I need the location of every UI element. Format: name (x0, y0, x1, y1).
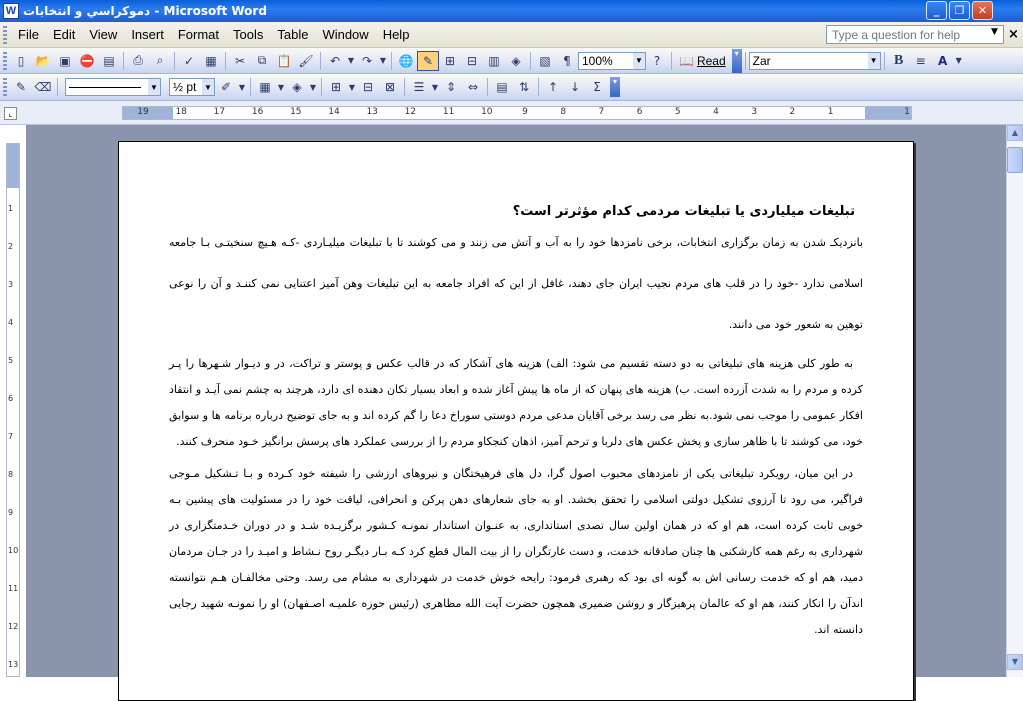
vertical-ruler-number: 12 (8, 622, 19, 631)
zoom-value: 100% (582, 53, 613, 68)
font-dropdown-icon[interactable]: ▼ (868, 53, 880, 69)
close-button[interactable]: ✕ (972, 1, 993, 20)
insert-table-grid-icon[interactable]: ⊞ (330, 80, 342, 94)
toolbar-grip-handle[interactable] (3, 78, 7, 96)
paste-icon[interactable]: 📋 (276, 53, 292, 68)
document-area[interactable] (26, 125, 1006, 677)
document-heading: تبلیغات میلیاردی یا تبلیغات مردمی کدام مؤثرتر است؟ (512, 204, 855, 219)
vertical-ruler-number: 3 (8, 280, 14, 289)
separator (404, 78, 405, 96)
new-document-icon[interactable]: ▯ (17, 53, 25, 68)
open-folder-icon[interactable]: 📂 (35, 53, 51, 68)
paragraph-3: در این میان، رویکرد تبلیغاتی یکی از نامزدهای محبوب اصول گرا، دل های فرهیختگان و نیروهای ارزشی را شیفته خود کـرده و بـا تـشکیل مـوجی فراگیر، می رود تا آرزوی تشکیل دولتی اسلامی را تحقق بخشد. او به جای شعارهای دهن پرکن و انحرافی، لیاقت خود را در مسئولیت های پیشین بـه خوبی ثابت کرده است، هم او که در همان اولین سال تصدی استانداری، به عنـوان استاندار نمونـه کـشور برگزیـده شـد و در دوران خـدمتگزاری در شهرداری به رغم همه کارشکنی ها چنان صادقانه خدمت، و دست غارتگران را از بیت المال قطع کرد کـه بـار دیگـر روح نـشاط و امیـد را در جـان مردمان دمید، هم او که خدمت رسانی اش به گونه ای بود که رهبری فرمود: رایحه خوش خدمت در شهرداری به مشام می رسد. وحتی مخالفـان هـم نتوانسته اندآن را انکار کنند، هم او که عالمان پرهیزگار و روشن ضمیری همچون حضرت آیت الله مظاهری (رئیس حوزه علمیـه اصـفهان) او را نمونـه شهید رجایی دانسته اند. (169, 467, 863, 636)
bold-button[interactable]: B (893, 52, 904, 68)
separator (391, 52, 392, 70)
line-weight-combo[interactable] (169, 78, 215, 96)
menu-window[interactable]: Window (322, 27, 369, 42)
document-content[interactable] (169, 202, 863, 643)
redo-icon[interactable]: ↷ (361, 53, 373, 68)
window-title: دموکراسي و انتخابات - Microsoft Word (23, 4, 267, 18)
read-button[interactable] (675, 54, 730, 68)
scroll-down-icon[interactable]: ▼ (1007, 654, 1023, 670)
copy-icon[interactable]: ⧉ (257, 53, 267, 67)
separator (174, 52, 175, 70)
line-style-combo[interactable] (65, 78, 161, 96)
toolbar-options-icon[interactable]: ▾ (732, 49, 742, 73)
ruler-number: 12 (404, 107, 417, 117)
separator (884, 52, 885, 70)
align-cell-icon[interactable]: ☰ (413, 80, 425, 94)
ruler-number: 19 (137, 107, 149, 117)
ruler-number: 1 (827, 107, 834, 117)
sort-descending-icon[interactable]: ↓ (569, 80, 581, 94)
separator (225, 52, 226, 70)
paragraph-1: بانزدیکـ شدن به زمان برگزاری انتخابات، برخی نامزدها خود را به آب و آتش می زنند و می کوشند تا با تبلیغات میلیـاردی -کـه هـیچ سنخیتـی بـا جامعه اسلامی ندارد -خود را در قلب های مردم نجیب ایران جای دهند، غافل از این که افراد جامعه به این تبلیغات وهن آمیز اعتنایی نمی کننـد و آن را نوعی توهین به شعور خود می دانند. (169, 236, 863, 331)
word-app-icon[interactable]: W (3, 3, 19, 19)
menu-edit[interactable]: Edit (52, 27, 76, 42)
line-weight-dropdown-icon[interactable]: ▼ (202, 79, 214, 95)
columns-icon[interactable]: ▥ (488, 53, 500, 68)
border-color-icon[interactable]: ✐ (220, 80, 232, 94)
ruler-number: 16 (251, 107, 264, 117)
insert-table-icon[interactable]: ⊞ (444, 53, 456, 68)
insert-excel-icon[interactable]: ⊟ (466, 53, 478, 68)
save-icon[interactable]: ▣ (59, 53, 71, 68)
sort-ascending-icon[interactable]: ↑ (547, 80, 559, 94)
menu-view[interactable]: View (89, 27, 118, 42)
vertical-ruler-number: 4 (8, 318, 14, 327)
separator (250, 78, 251, 96)
menu-tools[interactable]: Tools (233, 27, 264, 42)
separator (487, 78, 488, 96)
horizontal-ruler[interactable] (122, 106, 912, 120)
zoom-dropdown-icon[interactable]: ▼ (633, 53, 645, 69)
ruler-number: 5 (674, 107, 681, 117)
ruler-number: 10 (481, 107, 493, 117)
menu-insert[interactable]: Insert (131, 27, 164, 42)
standard-toolbar (0, 48, 1023, 74)
insert-hyperlink-icon[interactable]: 🌐 (398, 53, 414, 68)
ruler-number: 13 (366, 107, 378, 117)
merge-cells-icon[interactable]: ⊟ (362, 80, 374, 94)
window-controls (926, 1, 993, 20)
ruler-number: 6 (636, 107, 643, 117)
line-style-icon (69, 87, 141, 88)
ruler-number: 2 (789, 107, 796, 117)
eraser-icon[interactable]: ⌫ (34, 80, 52, 94)
vertical-ruler-number: 13 (8, 660, 19, 669)
align-right-icon[interactable]: ≡ (915, 53, 926, 68)
distribute-rows-icon[interactable]: ⇕ (445, 80, 457, 94)
separator (123, 52, 124, 70)
menu-help[interactable]: Help (382, 27, 410, 42)
book-icon: 📖 (679, 53, 694, 68)
vertical-ruler-number: 1 (8, 204, 14, 213)
undo-icon[interactable]: ↶ (329, 53, 341, 68)
vertical-scrollbar[interactable] (1006, 125, 1023, 677)
ruler-number: 15 (290, 107, 302, 117)
help-icon[interactable]: ? (653, 53, 661, 68)
drawing-icon[interactable]: ◈ (511, 53, 521, 68)
vertical-ruler-number: 7 (8, 432, 14, 441)
ruler-number: 4 (713, 107, 719, 117)
vertical-ruler[interactable] (6, 143, 20, 677)
vertical-ruler-number: 8 (8, 470, 14, 479)
read-label: Read (696, 53, 726, 68)
vertical-ruler-number: 2 (8, 242, 14, 251)
vertical-ruler-number: 6 (8, 394, 14, 403)
vertical-ruler-top-margin (7, 144, 19, 188)
print-preview-magnifier-icon[interactable]: ⌕ (156, 53, 164, 67)
separator (745, 52, 746, 70)
undo-dropdown-icon[interactable]: ▼ (347, 56, 355, 65)
menu-bar (0, 22, 1023, 48)
vertical-ruler-number: 11 (8, 584, 19, 593)
ruler-number: 11 (442, 107, 455, 117)
redo-dropdown-icon[interactable]: ▼ (379, 56, 387, 65)
document-close-icon[interactable]: × (1008, 27, 1019, 42)
ruler-number: 1 (904, 107, 910, 117)
menu-grip-handle[interactable] (3, 26, 7, 44)
title-bar (0, 0, 1023, 22)
print-icon[interactable]: ⎙ (133, 53, 143, 67)
ruler-number: 3 (751, 107, 758, 117)
borders-icon[interactable]: ▦ (259, 80, 271, 94)
tables-borders-toolbar (0, 74, 1023, 101)
ruler-number: 7 (598, 107, 605, 117)
separator (321, 78, 322, 96)
menu-table[interactable]: Table (277, 27, 309, 42)
separator (320, 52, 321, 70)
separator (530, 52, 531, 70)
document-page[interactable] (118, 141, 914, 701)
line-style-dropdown-icon[interactable]: ▼ (148, 79, 160, 95)
table-autoformat-icon[interactable]: ▤ (496, 80, 508, 94)
font-color-icon[interactable]: A (937, 53, 948, 68)
cut-icon[interactable]: ✂ (234, 53, 246, 68)
split-cells-icon[interactable]: ⊠ (384, 80, 396, 94)
ruler-number: 18 (175, 107, 187, 117)
shading-dropdown-icon[interactable]: ▼ (309, 82, 317, 92)
shading-color-icon[interactable]: ◈ (292, 80, 302, 94)
help-dropdown-icon[interactable]: ▼ (991, 27, 998, 37)
separator (671, 52, 672, 70)
scroll-up-icon[interactable]: ▲ (1007, 125, 1023, 141)
document-map-icon[interactable]: ▧ (539, 53, 551, 68)
menu-format[interactable]: Format (177, 27, 219, 42)
autosum-icon[interactable]: Σ (593, 80, 601, 94)
ruler-number: 9 (522, 107, 528, 117)
distribute-columns-icon[interactable]: ⇔ (467, 80, 479, 94)
ruler-number: 14 (328, 107, 340, 117)
draw-table-icon[interactable]: ✎ (15, 80, 27, 94)
help-search-input[interactable] (826, 25, 1004, 44)
tables-borders-icon[interactable]: ✎ (417, 51, 439, 71)
separator (538, 78, 539, 96)
show-hide-pilcrow-icon[interactable]: ¶ (563, 53, 571, 68)
toolbar-grip-handle[interactable] (3, 52, 7, 70)
permission-icon[interactable]: ⛔ (79, 53, 95, 68)
ruler-number: 17 (213, 107, 226, 117)
align-cell-dropdown-icon[interactable]: ▼ (431, 82, 439, 92)
zoom-combo[interactable] (578, 52, 646, 70)
ruler-number: 8 (560, 107, 567, 117)
menu-file[interactable]: File (18, 27, 39, 42)
insert-table-dropdown-icon[interactable]: ▼ (348, 82, 356, 92)
paragraph-2: به طور کلی هزینه های تبلیغاتی به دو دسته تقسیم می شود: الف) هزینه های آشکار که در قالب عکس و پوستر و تراکت، در و دیـوار شـهرها را پـر کرده و مردم را به شدت آزرده است. ب) هزینه های پنهان که از ماه ها پیش آغاز شده و ابعاد بسیار تکان دهنده ای دارد، هرچند به چشم نمی آیـد و انتقاد افکار عمومی را موجب نمی شود.به نظر می رسد برخی آقایان مدعی مردم دوستی سوراخ دعا را گم کرده اند و به جای توضیح درباره برنامه ها و سوابق خود، می کوشند تا با ظاهر سازی و پخش عکس های دلربا و ترحم آمیز، اذهان کنجکاو مردم را از بررسی عملکرد های پرسش برانگیز خـود منحرف کنند. (169, 357, 863, 448)
font-combo[interactable] (749, 52, 881, 70)
scroll-thumb[interactable] (1007, 147, 1023, 173)
horizontal-ruler-bar (0, 101, 1023, 125)
font-color-dropdown-icon[interactable]: ▼ (955, 56, 962, 65)
font-value: Zar (752, 53, 771, 68)
research-icon[interactable]: ▦ (205, 53, 217, 68)
text-direction-icon[interactable]: ⇅ (518, 80, 530, 94)
print-preview-icon[interactable]: ▤ (103, 53, 115, 68)
tab-selector-icon[interactable]: ⌞ (4, 107, 17, 120)
restore-button[interactable]: ❐ (949, 1, 970, 20)
borders-dropdown-icon[interactable]: ▼ (277, 82, 285, 92)
separator (57, 78, 58, 96)
vertical-ruler-number: 5 (8, 356, 14, 365)
line-weight-value: ½ pt (173, 80, 197, 94)
minimize-button[interactable]: _ (926, 1, 947, 20)
vertical-ruler-number: 10 (8, 546, 19, 555)
toolbar2-options-icon[interactable]: ▾ (610, 77, 620, 97)
spelling-icon[interactable]: ✓ (183, 53, 195, 68)
format-painter-icon[interactable]: 🖌 (298, 53, 314, 68)
border-color-dropdown-icon[interactable]: ▼ (238, 82, 246, 92)
vertical-ruler-number: 9 (8, 508, 14, 517)
